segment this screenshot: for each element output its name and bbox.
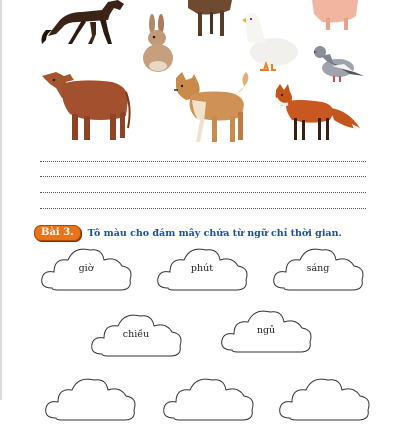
- cloud-label: chiều: [122, 329, 150, 340]
- cloud-1[interactable]: [38, 244, 134, 298]
- pig-icon: [310, 0, 360, 32]
- cloud-6[interactable]: [42, 374, 138, 428]
- cloud-3[interactable]: [270, 244, 366, 298]
- horse-icon: [38, 0, 138, 46]
- writing-line-1[interactable]: [40, 161, 366, 162]
- page-border: [0, 0, 2, 400]
- pigeon-icon: [310, 42, 366, 86]
- cloud-7[interactable]: [160, 374, 256, 428]
- cloud-label: giờ: [78, 263, 94, 274]
- duck-icon: [236, 12, 300, 72]
- cow-icon: [40, 68, 132, 144]
- writing-line-3[interactable]: [40, 192, 366, 193]
- exercise-badge: Bài 3.: [34, 225, 81, 241]
- goat-icon: [186, 0, 236, 38]
- cloud-5[interactable]: [218, 306, 314, 360]
- cloud-8[interactable]: [276, 374, 372, 428]
- dog-icon: [170, 72, 254, 146]
- writing-line-4[interactable]: [40, 208, 366, 209]
- exercise-instruction: Tô màu cho đám mây chứa từ ngữ chỉ thời gian.: [87, 227, 342, 239]
- writing-line-2[interactable]: [40, 176, 366, 177]
- rabbit-icon: [138, 14, 178, 74]
- cloud-2[interactable]: [154, 244, 250, 298]
- cloud-label: sáng: [306, 263, 330, 274]
- cloud-label: ngủ: [256, 325, 276, 336]
- fox-icon: [272, 84, 362, 142]
- cloud-label: phút: [190, 263, 214, 274]
- exercise-header: [34, 225, 342, 241]
- cloud-4[interactable]: [88, 310, 184, 364]
